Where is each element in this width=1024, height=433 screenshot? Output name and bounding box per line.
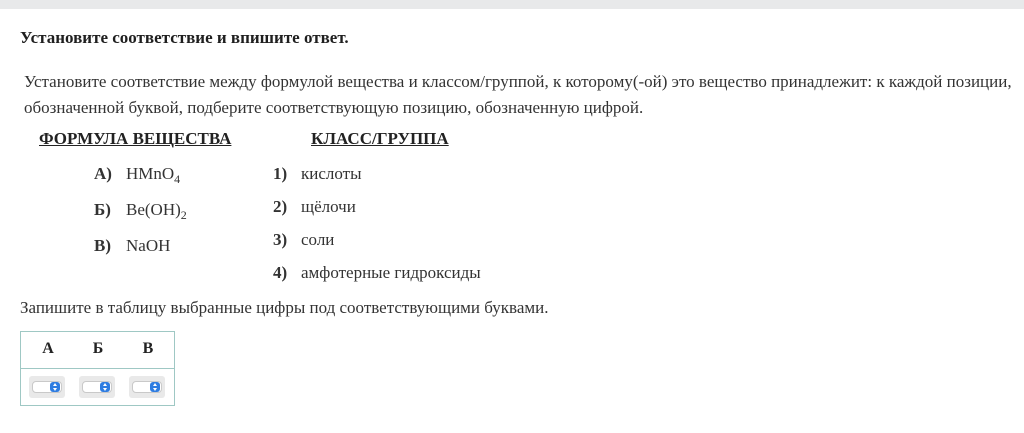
answer-instruction: Запишите в таблицу выбранные цифры под соответствующими буквами.	[20, 298, 549, 317]
formula-item-c	[94, 236, 170, 259]
answer-header-a: А	[42, 340, 54, 357]
class-label: 3)	[273, 230, 288, 249]
answer-header-c: В	[142, 340, 154, 357]
updown-chevron-icon	[100, 382, 110, 392]
formula-text	[126, 164, 180, 187]
class-label: 1)	[273, 164, 288, 183]
answer-table	[20, 331, 175, 406]
formula-label: А)	[94, 164, 112, 183]
answer-select-a[interactable]	[29, 376, 65, 398]
class-item-1	[273, 164, 362, 184]
formula-item-b	[94, 200, 187, 223]
class-text: амфотерные гидроксиды	[301, 263, 481, 282]
answer-select-c[interactable]	[129, 376, 165, 398]
select-field[interactable]	[82, 381, 112, 393]
formula-subscript: 4	[174, 172, 181, 186]
right-column-header: КЛАСС/ГРУППА	[311, 129, 449, 148]
formula-main: HMnO	[126, 164, 175, 183]
top-bar	[0, 0, 1024, 9]
select-field[interactable]	[32, 381, 62, 393]
left-column-header: ФОРМУЛА ВЕЩЕСТВА	[39, 129, 232, 148]
updown-chevron-icon	[50, 382, 60, 392]
class-label: 2)	[273, 197, 288, 216]
formula-label: В)	[94, 236, 111, 255]
task-text: Установите соответствие между формулой вещества и классом/группой, к которому(-ой) это вещество принадлежит: к каждой позиции, обозначенной буквой, подберите соответствующую позицию, обозначенную цифрой.	[24, 72, 1012, 117]
task-heading: Установите соответствие и впишите ответ.	[20, 28, 349, 47]
formula-text	[126, 200, 187, 223]
class-item-2	[273, 197, 356, 217]
class-label: 4)	[273, 263, 288, 282]
class-text: соли	[301, 230, 335, 249]
answer-header-b: Б	[92, 340, 104, 357]
class-text: щёлочи	[301, 197, 356, 216]
class-item-3	[273, 230, 334, 250]
formula-text	[126, 236, 170, 259]
formula-main: NaOH	[126, 236, 171, 255]
formula-label: Б)	[94, 200, 111, 219]
formula-subscript: 2	[180, 208, 187, 222]
class-text: кислоты	[301, 164, 362, 183]
updown-chevron-icon	[150, 382, 160, 392]
answer-select-b[interactable]	[79, 376, 115, 398]
class-item-4	[273, 263, 481, 283]
table-divider	[21, 368, 174, 369]
select-field[interactable]	[132, 381, 162, 393]
formula-main: Be(OH)	[126, 200, 181, 219]
formula-item-a	[94, 164, 180, 187]
